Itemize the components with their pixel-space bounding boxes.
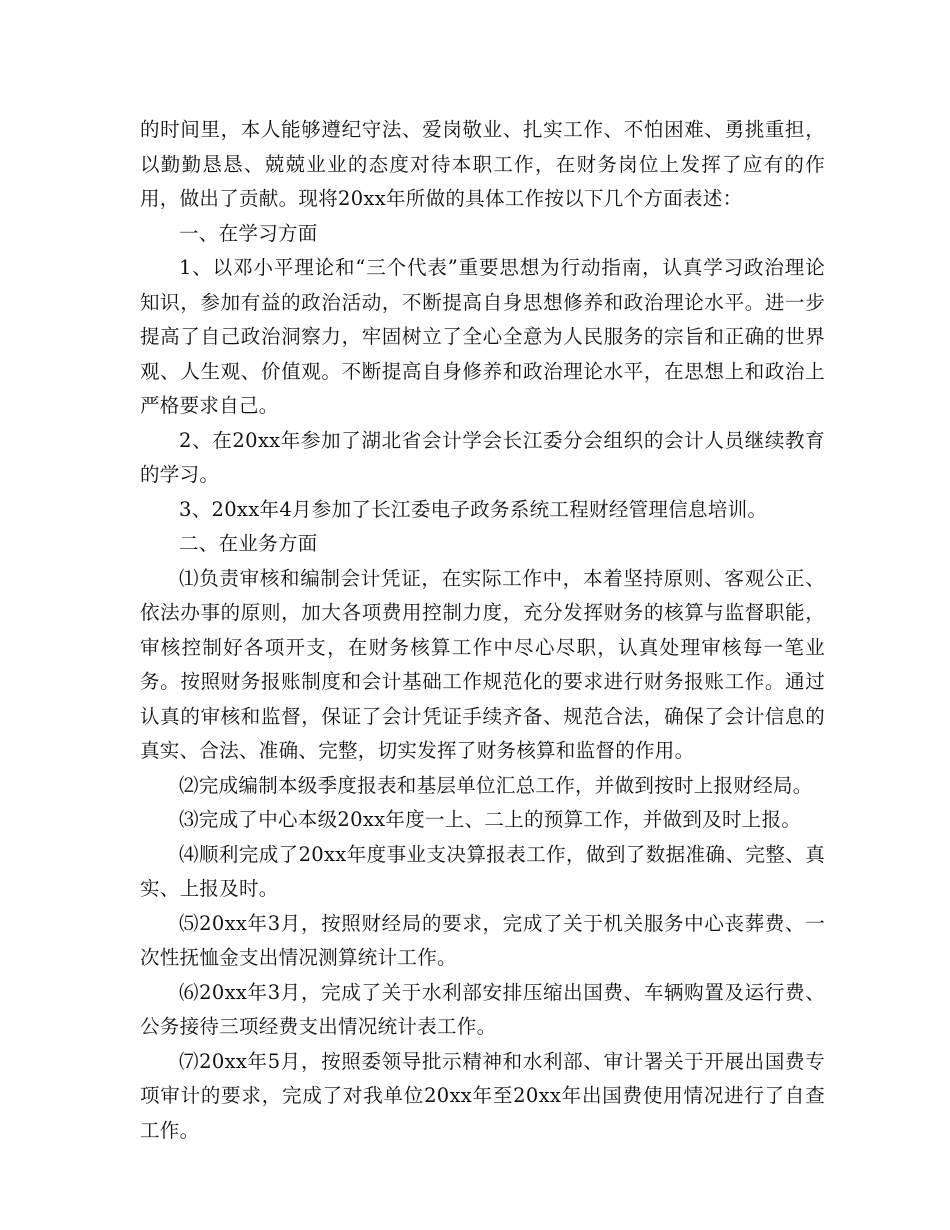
- paragraph-business-2: ⑵完成编制本级季度报表和基层单位汇总工作，并做到按时上报财经局。: [179, 773, 813, 797]
- section-heading-study: 一、在学习方面: [179, 221, 318, 245]
- paragraph-business-7: ⑺20xx年5月，按照委领导批示精神和水利部、审计署关于开展出国费专项审计的要求，完成了对我单位20xx年至20xx年出国费使用情况进行了自查工作。: [140, 1049, 825, 1142]
- paragraph-study-1: 1、以邓小平理论和“三个代表”重要思想为行动指南，认真学习政治理论知识，参加有益的政治活动，不断提高自身思想修养和政治理论水平。进一步提高了自己政治洞察力，牢固树立了全心全意为人民服务的宗旨和正确的世界观、人生观、价值观。不断提高自身修养和政治理论水平，在思想上和政治上严格要求自己。: [140, 256, 825, 417]
- paragraph-business-5: ⑸20xx年3月，按照财经局的要求，完成了关于机关服务中心丧葬费、一次性抚恤金支出情况测算统计工作。: [140, 911, 825, 969]
- paragraph-intro: 的时间里，本人能够遵纪守法、爱岗敬业、扎实工作、不怕困难、勇挑重担，以勤勤恳恳、兢兢业业的态度对待本职工作，在财务岗位上发挥了应有的作用，做出了贡献。现将20xx年所做的具体工作按以下几个方面表述：: [140, 118, 825, 210]
- paragraph-study-3: 3、20xx年4月参加了长江委电子政务系统工程财经管理信息培训。: [179, 497, 768, 521]
- document-body: [140, 113, 825, 1148]
- paragraph-business-6: ⑹20xx年3月，完成了关于水利部安排压缩出国费、车辆购置及运行费、公务接待三项经费支出情况统计表工作。: [140, 980, 825, 1038]
- paragraph-business-1: ⑴负责审核和编制会计凭证，在实际工作中，本着坚持原则、客观公正、依法办事的原则，加大各项费用控制力度，充分发挥财务的核算与监督职能，审核控制好各项开支，在财务核算工作中尽心尽职，认真处理审核每一笔业务。按照财务报账制度和会计基础工作规范化的要求进行财务报账工作。通过认真的审核和监督，保证了会计凭证手续齐备、规范合法，确保了会计信息的真实、合法、准确、完整，切实发挥了财务核算和监督的作用。: [140, 566, 825, 762]
- paragraph-business-3: ⑶完成了中心本级20xx年度一上、二上的预算工作，并做到及时上报。: [179, 808, 802, 831]
- section-heading-business: 二、在业务方面: [179, 532, 318, 555]
- paragraph-study-2: 2、在20xx年参加了湖北省会计学会长江委分会组织的会计人员继续教育的学习。: [140, 428, 825, 486]
- paragraph-business-4: ⑷顺利完成了20xx年度事业支决算报表工作，做到了数据准确、完整、真实、上报及时。: [140, 842, 825, 900]
